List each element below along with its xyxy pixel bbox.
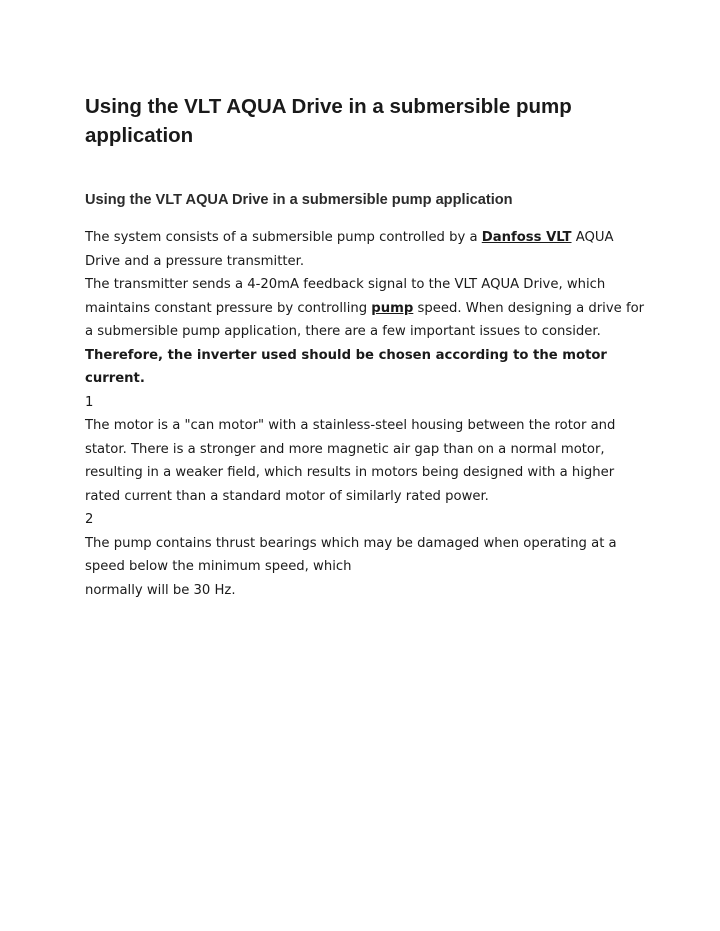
- paragraph-min-speed: normally will be 30 Hz.: [85, 582, 236, 598]
- page-title: Using the VLT AQUA Drive in a submersible pump application: [85, 95, 572, 147]
- paragraph-system: [85, 226, 645, 273]
- danfoss-vlt-link[interactable]: Danfoss VLT: [481, 230, 572, 245]
- paragraph-transmitter-text-end: speed. When designing a drive for a submersible pump application, there are a few important issues to consider.: [85, 300, 645, 339]
- paragraph-transmitter: [85, 273, 645, 344]
- section-heading: Using the VLT AQUA Drive in a submersible pump application: [85, 192, 513, 208]
- article-body: [85, 226, 645, 602]
- paragraph-system-text-start: The system consists of a submersible pump controlled by a: [85, 230, 482, 245]
- paragraph-transmitter-text-start: The transmitter sends a 4-20mA feedback signal to the VLT AQUA Drive, which maintains constant pressure by controlling: [85, 277, 606, 316]
- paragraph-system-text-end: AQUA Drive and a pressure transmitter.: [85, 230, 614, 269]
- paragraph-can-motor: The motor is a "can motor" with a stainless-steel housing between the rotor and stator. There is a stronger and more magnetic air gap than on a normal motor, resulting in a weaker field, which results in motors being designed with a higher rated current than a standard motor of similarly rated power.: [85, 418, 616, 504]
- list-number-1: 1: [85, 394, 94, 410]
- pump-link[interactable]: pump: [371, 300, 414, 316]
- list-number-2: 2: [85, 512, 94, 527]
- paragraph-thrust-bearings: The pump contains thrust bearings which may be damaged when operating at a speed below the minimum speed, which: [85, 535, 617, 574]
- paragraph-inverter-note: Therefore, the inverter used should be chosen according to the motor current.: [85, 347, 607, 386]
